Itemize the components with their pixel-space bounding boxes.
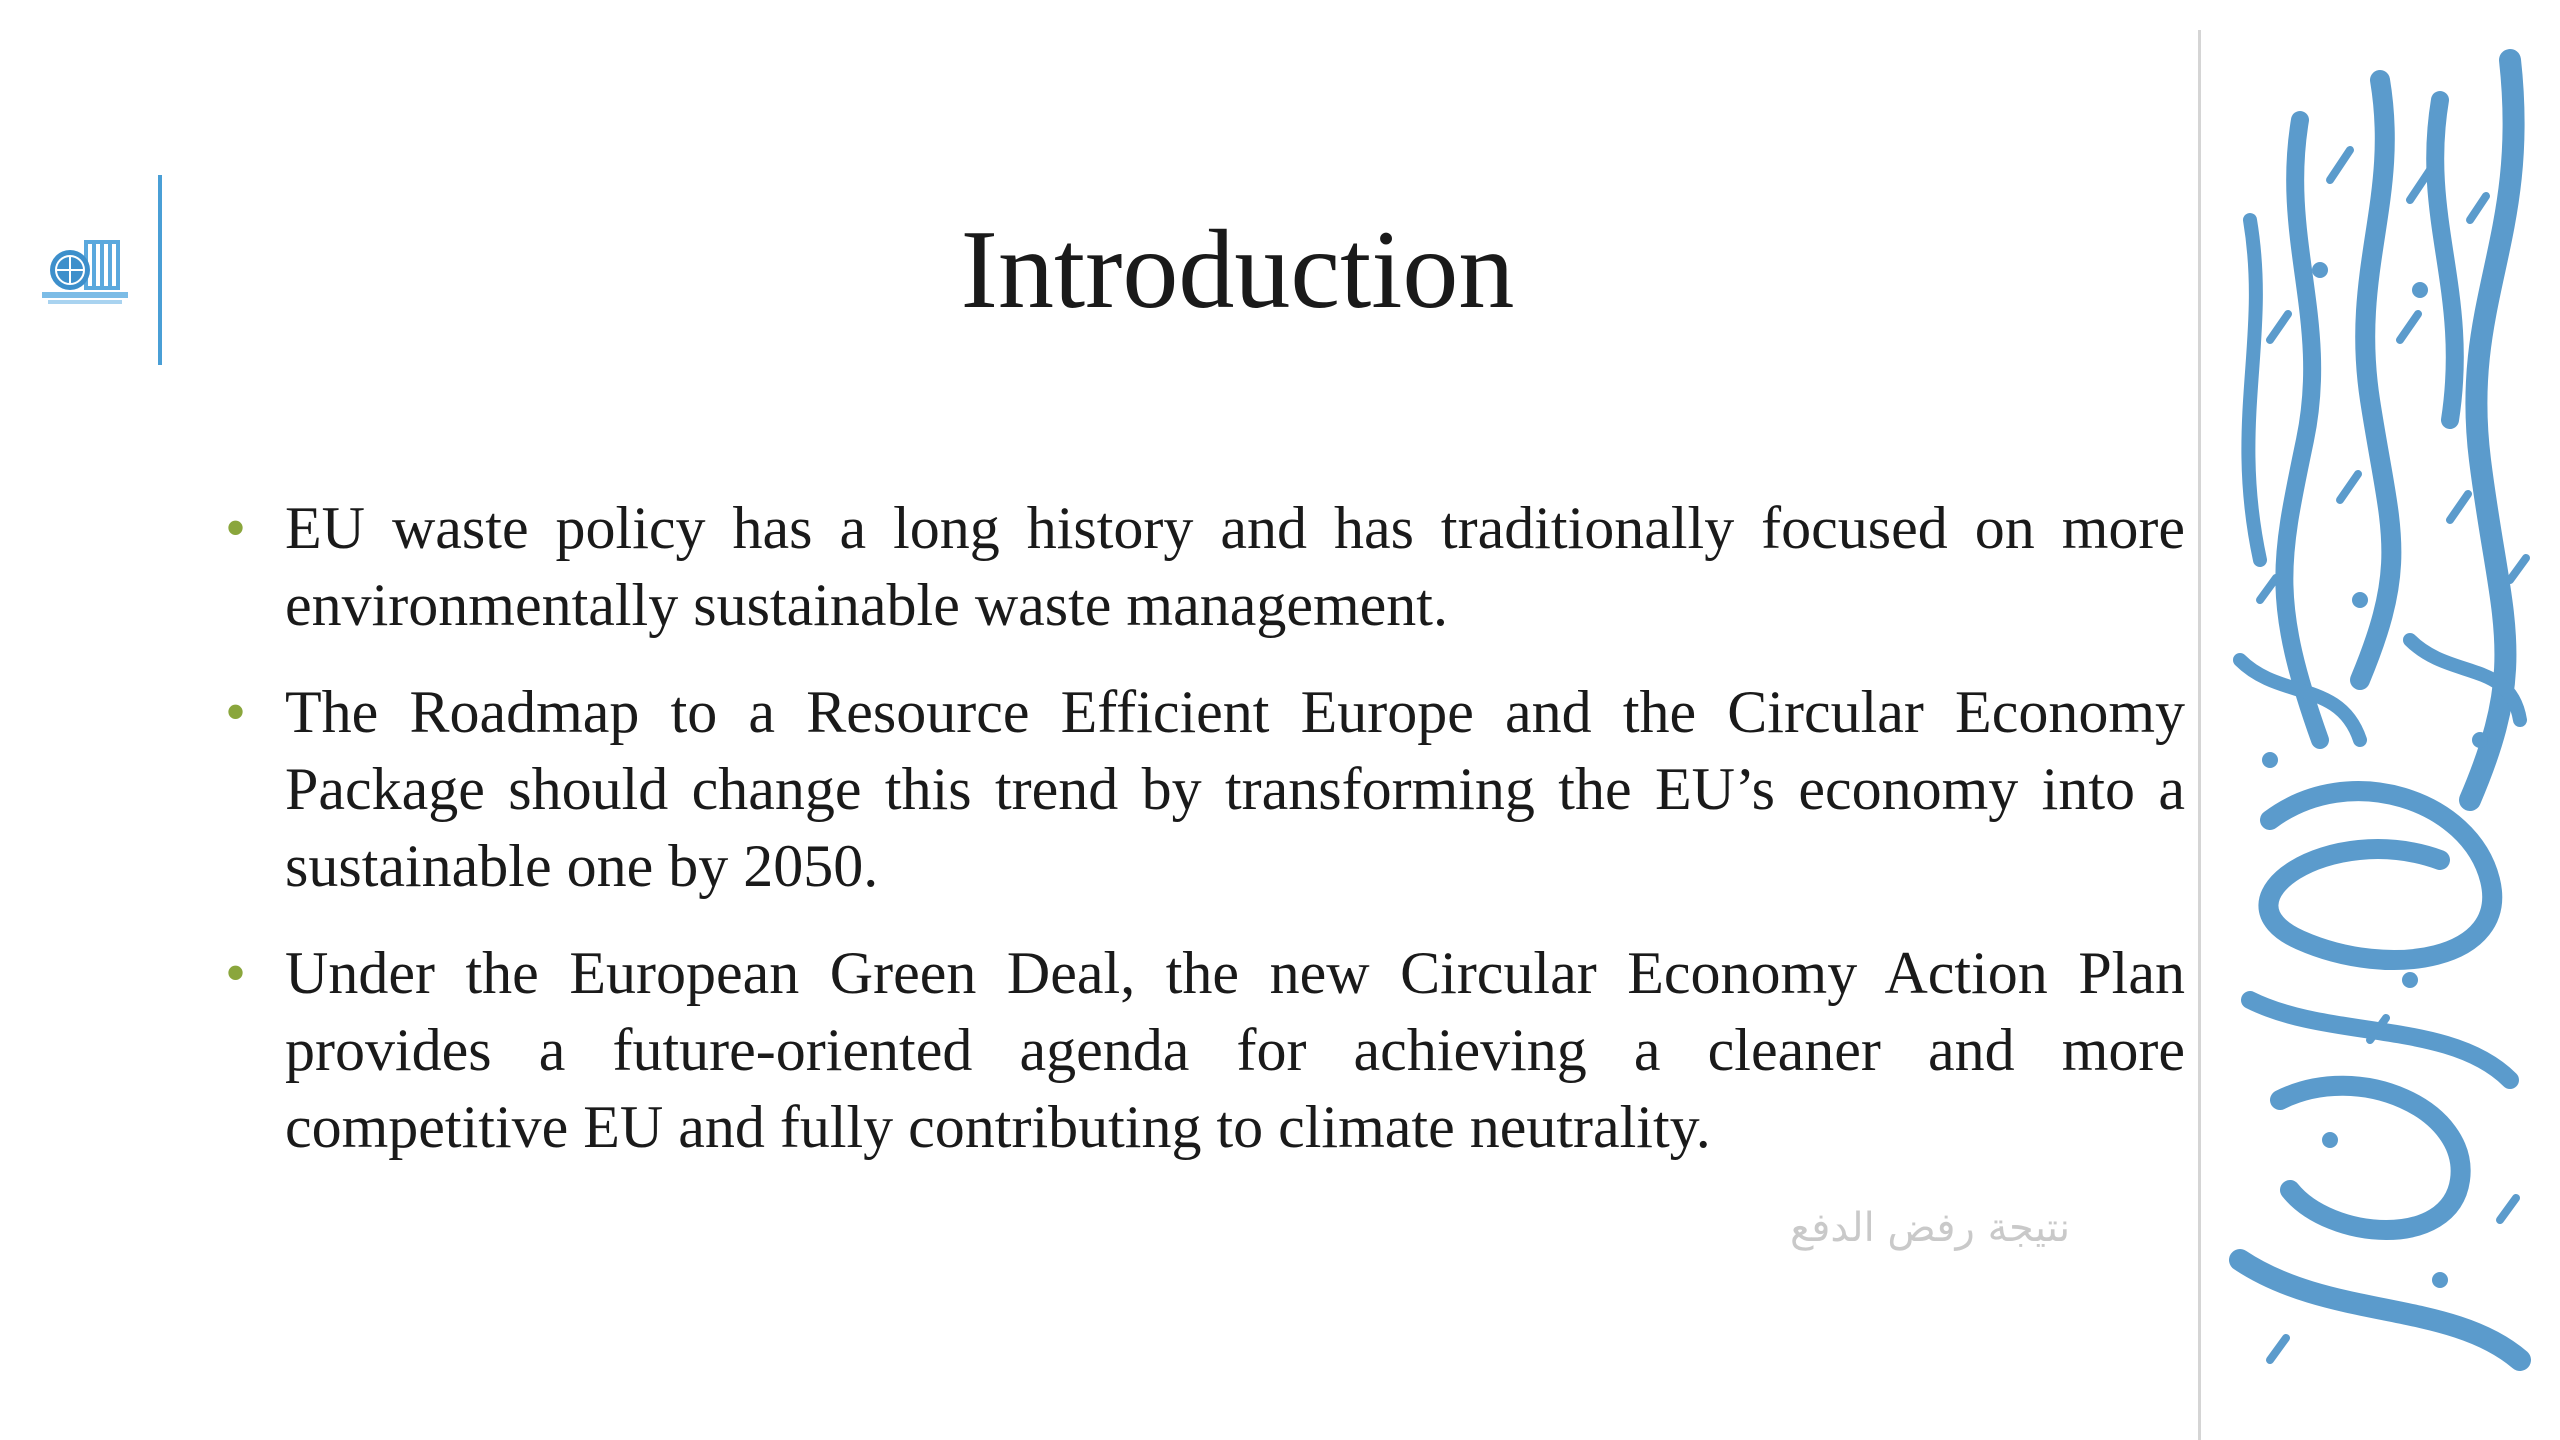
bullet-text: The Roadmap to a Resource Efficient Europe and the Circular Economy Package should change this trend by transforming the EU’s economy into a sustainable one by 2050. xyxy=(285,679,2185,899)
bullet-dot-icon: • xyxy=(225,679,247,745)
bullet-item xyxy=(215,490,2185,644)
bullet-list xyxy=(215,490,2185,1196)
bullet-dot-icon: • xyxy=(225,940,247,1006)
slide-title: Introduction xyxy=(960,208,1515,332)
calligraphy-artwork xyxy=(2210,40,2550,1420)
bullet-text: EU waste policy has a long history and has traditionally focused on more environmentally sustainable waste management. xyxy=(285,495,2185,638)
bullet-text: Under the European Green Deal, the new Circular Economy Action Plan provides a future-oriented agenda for achieving a cleaner and more competitive EU and fully contributing to climate neutrality. xyxy=(285,940,2185,1160)
bullet-item xyxy=(215,935,2185,1166)
watermark-text: نتيجة رفض الدفع xyxy=(1790,1205,2071,1251)
bullet-dot-icon: • xyxy=(225,495,247,561)
bullet-item xyxy=(215,674,2185,905)
side-divider xyxy=(2198,30,2201,1440)
